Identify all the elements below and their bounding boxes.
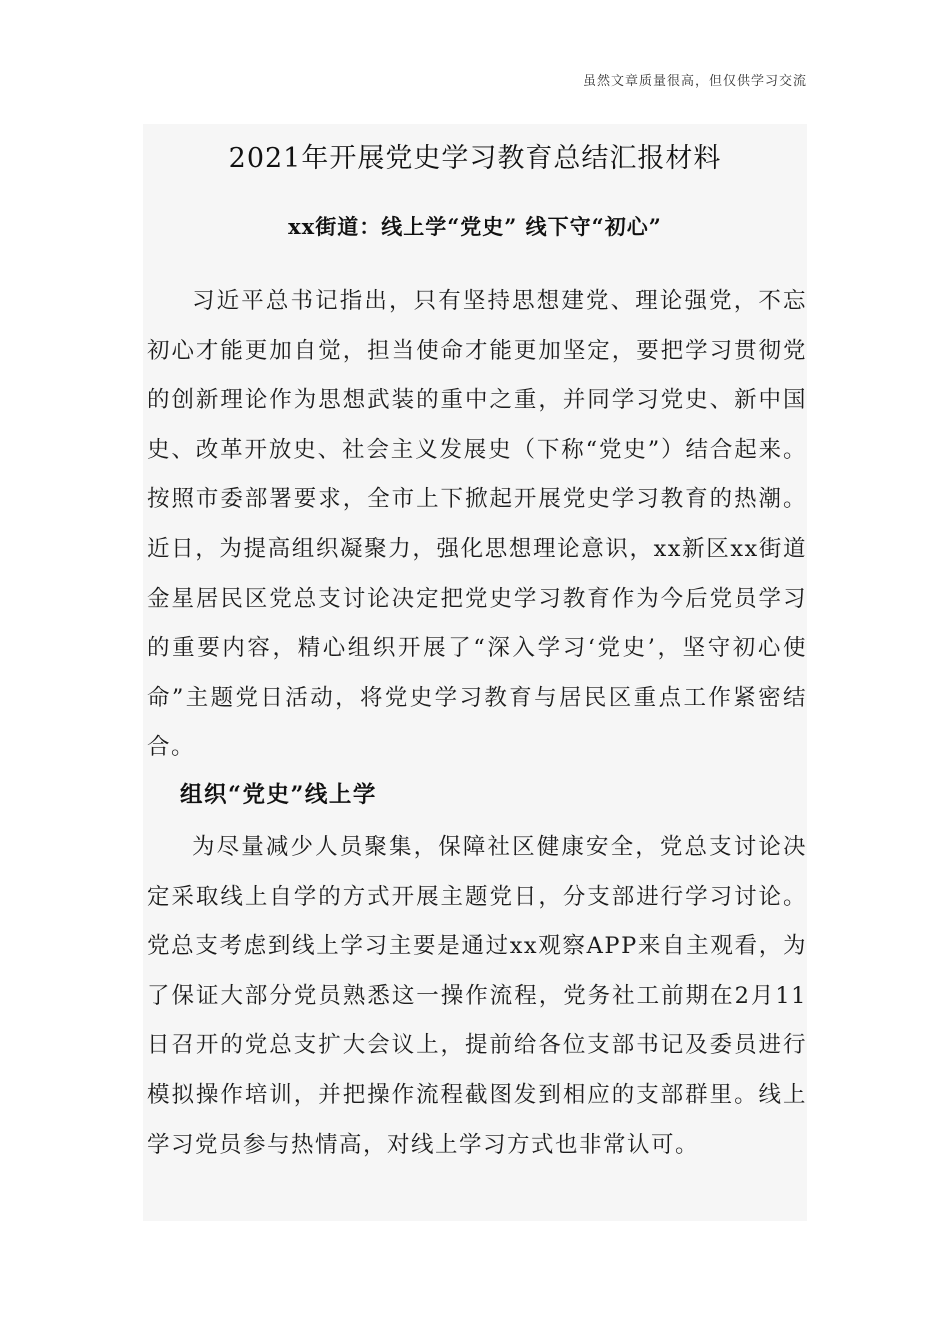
paragraph-intro: 习近平总书记指出，只有坚持思想建党、理论强党，不忘初心才能更加自觉，担当使命才能更加坚定，要把学习贯彻党的创新理论作为思想武装的重中之重，并同学习党史、新中国史、改革开放史、社会主义发展史（下称“党史”）结合起来。按照市委部署要求，全市上下掀起开展党史学习教育的热潮。近日，为提高组织凝聚力，强化思想理论意识，xx新区xx街道金星居民区党总支讨论决定把党史学习教育作为今后党员学习的重要内容，精心组织开展了“深入学习‘党史’，坚守初心使命”主题党日活动，将党史学习教育与居民区重点工作紧密结合。 bbox=[147, 288, 807, 761]
document-subtitle: xx街道：线上学“党史” 线下守“初心” bbox=[288, 214, 662, 239]
section-heading: 组织“党史”线上学 bbox=[180, 782, 377, 808]
document-title: 2021年开展党史学习教育总结汇报材料 bbox=[228, 143, 722, 174]
header-note: 虽然文章质量很高，但仅供学习交流 bbox=[582, 74, 807, 89]
paragraph-online-study: 为尽量减少人员聚集，保障社区健康安全，党总支讨论决定采取线上自学的方式开展主题党日，分支部进行学习讨论。党总支考虑到线上学习主要是通过xx观察APP来自主观看，为了保证大部分党员熟悉这一操作流程，党务社工前期在2月11日召开的党总支扩大会议上，提前给各位支部书记及委员进行模拟操作培训，并把操作流程截图发到相应的支部群里。线上学习党员参与热情高，对线上学习方式也非常认可。 bbox=[147, 834, 807, 1158]
